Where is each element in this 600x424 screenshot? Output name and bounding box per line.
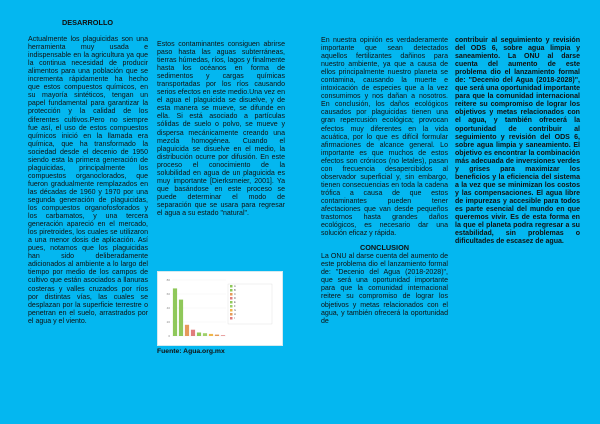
chart-image xyxy=(157,271,283,346)
column-contaminantes xyxy=(157,41,285,218)
legend-swatch xyxy=(230,293,233,296)
column-continuation xyxy=(455,37,580,246)
legend-label: H xyxy=(234,313,236,316)
legend-swatch xyxy=(230,317,233,320)
legend-swatch xyxy=(230,289,233,292)
column-desarrollo xyxy=(28,19,148,326)
chart-bar xyxy=(191,330,195,336)
chart-bar xyxy=(179,300,183,336)
chart-bar xyxy=(203,333,207,336)
section-heading-conclusion: CONCLUSION xyxy=(359,243,410,253)
legend-label: I xyxy=(234,317,235,320)
chart-bar xyxy=(215,335,219,336)
legend-label: B xyxy=(234,289,236,292)
paragraph-conclusion: La ONU al darse cuenta del aumento de este problema dio el lanzamiento formal de: "Decenio del Agua (2018-2028)", que será una oportunidad importante para que la comunidad internacional reitere su compromiso de lograr los objetivos y metas relacionados con el agua, y también ofrecerá la oportunidad de xyxy=(321,253,448,325)
legend-label: D xyxy=(234,297,236,300)
legend-swatch xyxy=(230,301,233,304)
chart-bar xyxy=(221,335,225,336)
legend-swatch xyxy=(230,309,233,312)
chart-bar xyxy=(185,325,189,336)
legend-swatch xyxy=(230,297,233,300)
chart-bar xyxy=(173,288,177,336)
column-opinion xyxy=(321,37,448,326)
y-tick-label: 20 xyxy=(166,320,170,324)
section-heading-desarrollo: DESARROLLO xyxy=(62,18,114,27)
legend-label: E xyxy=(234,301,236,304)
figure-chart xyxy=(157,271,289,355)
y-tick-label: 60 xyxy=(166,292,170,296)
legend-swatch xyxy=(230,313,233,316)
chart-bar xyxy=(209,334,213,336)
figure-caption: Fuente: Agua.org.mx xyxy=(157,348,225,355)
paragraph-desarrollo: Actualmente los plaguicidas son una herramienta muy usada e indispensable en la agricultura ya que la continua necesidad de producir alimentos para una población que se incrementa rápidamente ha hecho que estos compuestos químicos, en su mayoría sintéticos, tengan un papel fundamental para garantizar la protección y la calidad de los diferentes cultivos.Pero no siempre fue así, el uso de estos compuestos químicos inició en la llamada era química, que ha transformado la sociedad desde el decenio de 1950 siendo esta la primera generación de plaguicidas, principalmente los compuestos organoclorados, que fueron gradualmente remplazados en las décadas de 1960 y 1970 por una segunda generación de plaguicidas, los compuestos organofosforados y los carbamatos, y una tercera generación apareció en el mercado, los piretroides, los cuales se utilizaron a una menor dosis de aplicación. Así pues, notamos que los plaguicidas han sido deliberadamente adicionados al ambiente a lo largo del tiempo por medio de los campos de cultivo que están asociados a llanuras costeras y valles cruzados por ríos por distintas vías, las cuales se desplazan por la superficie terrestre o penetran en el suelo, arrastrados por el agua y el viento. xyxy=(28,36,148,325)
paragraph-contaminantes: Estos contaminantes consiguen abrirse paso hasta las aguas subterráneas, tierras húmedas, ríos, lagos y finalmente hasta los océanos en forma de sedimentos y cargas químicas transportadas por los ríos causando serios efectos en este medio.Una vez en el agua el plaguicida se disuelve, y de esta manera se mueve, se difunde en ella. Si está asociado a partículas sólidas de suelo o polvo, se mueve y dispersa mecánicamente creando una mezcla homogénea. Cuando el plaguicida se disuelve en el medio, la distribución ocurre por difusión. En este proceso el conocimiento de la solubilidad en agua de un plaguicida es muy importante [Dierksmeier, 2001]. Ya que basándose en este proceso se puede determinar el modo de separación que se usara para regresar el agua a su estado "natural". xyxy=(157,41,285,217)
legend-swatch xyxy=(230,285,233,288)
legend-label: G xyxy=(234,309,237,312)
paragraph-opinion: En nuestra opinión es verdaderamente importante que sean detectados aquellos fertilizantes dañinos para nuestro ambiente, ya que a causa de ellos principalmente nuestro planeta se contamina, causando la muerte e intoxicación de especies que a la vez consumimos y nos dañan a nosotros. En conclusión, los daños ecológicos causados por plaguicidas tienen una gran repercusión ecológica; provocan efectos muy diferentes en la vida acuática, por lo que es difícil formular afirmaciones de alcance general. Lo importante es que muchos de estos efectos son crónicos (no letales), pasan con frecuencia desapercibidos al observador superficial y, sin embargo, tienen consecuencias en toda la cadena trófica a causa de que estos contaminantes pueden tener afectaciones que van desde pequeños trastornos hasta grandes daños ecológicos, es necesario dar una solución eficaz y rápida. xyxy=(321,37,448,238)
y-tick-label: 0 xyxy=(168,334,170,338)
chart-bar xyxy=(197,333,201,337)
y-tick-label: 80 xyxy=(166,278,170,282)
paragraph-continuation: contribuir al seguimiento y revisión del ODS 6, sobre agua limpia y saneamiento. La ONU al darse cuenta del aumento de este problema dio el lanzamiento formal de: "Decenio del Agua (2018-2028)", que será una oportunidad importante para que la comunidad internacional reitere su compromiso de lograr los objetivos y metas relacionados con el agua, y también ofrecerá la oportunidad de contribuir al seguimiento y revisión del ODS 6, sobre agua limpia y saneamiento. El objetivo es encontrar la combinación más adecuada de inversiones verdes y grises para maximizar los beneficios y la eficiencia del sistema a la vez que se minimizan los costos y las compensaciones. El agua libre de impurezas y accesible para todos es parte esencial del mundo en que queremos vivir. Es de esta forma en la que el planeta podra regresar a su estabilidad, sin problemas o dificultades de escasez de agua. xyxy=(455,37,580,246)
legend-swatch xyxy=(230,305,233,308)
legend-label: A xyxy=(234,285,236,288)
legend-label: F xyxy=(234,305,236,308)
legend-label: C xyxy=(234,293,236,296)
bar-chart xyxy=(158,272,282,345)
y-tick-label: 40 xyxy=(166,306,170,310)
